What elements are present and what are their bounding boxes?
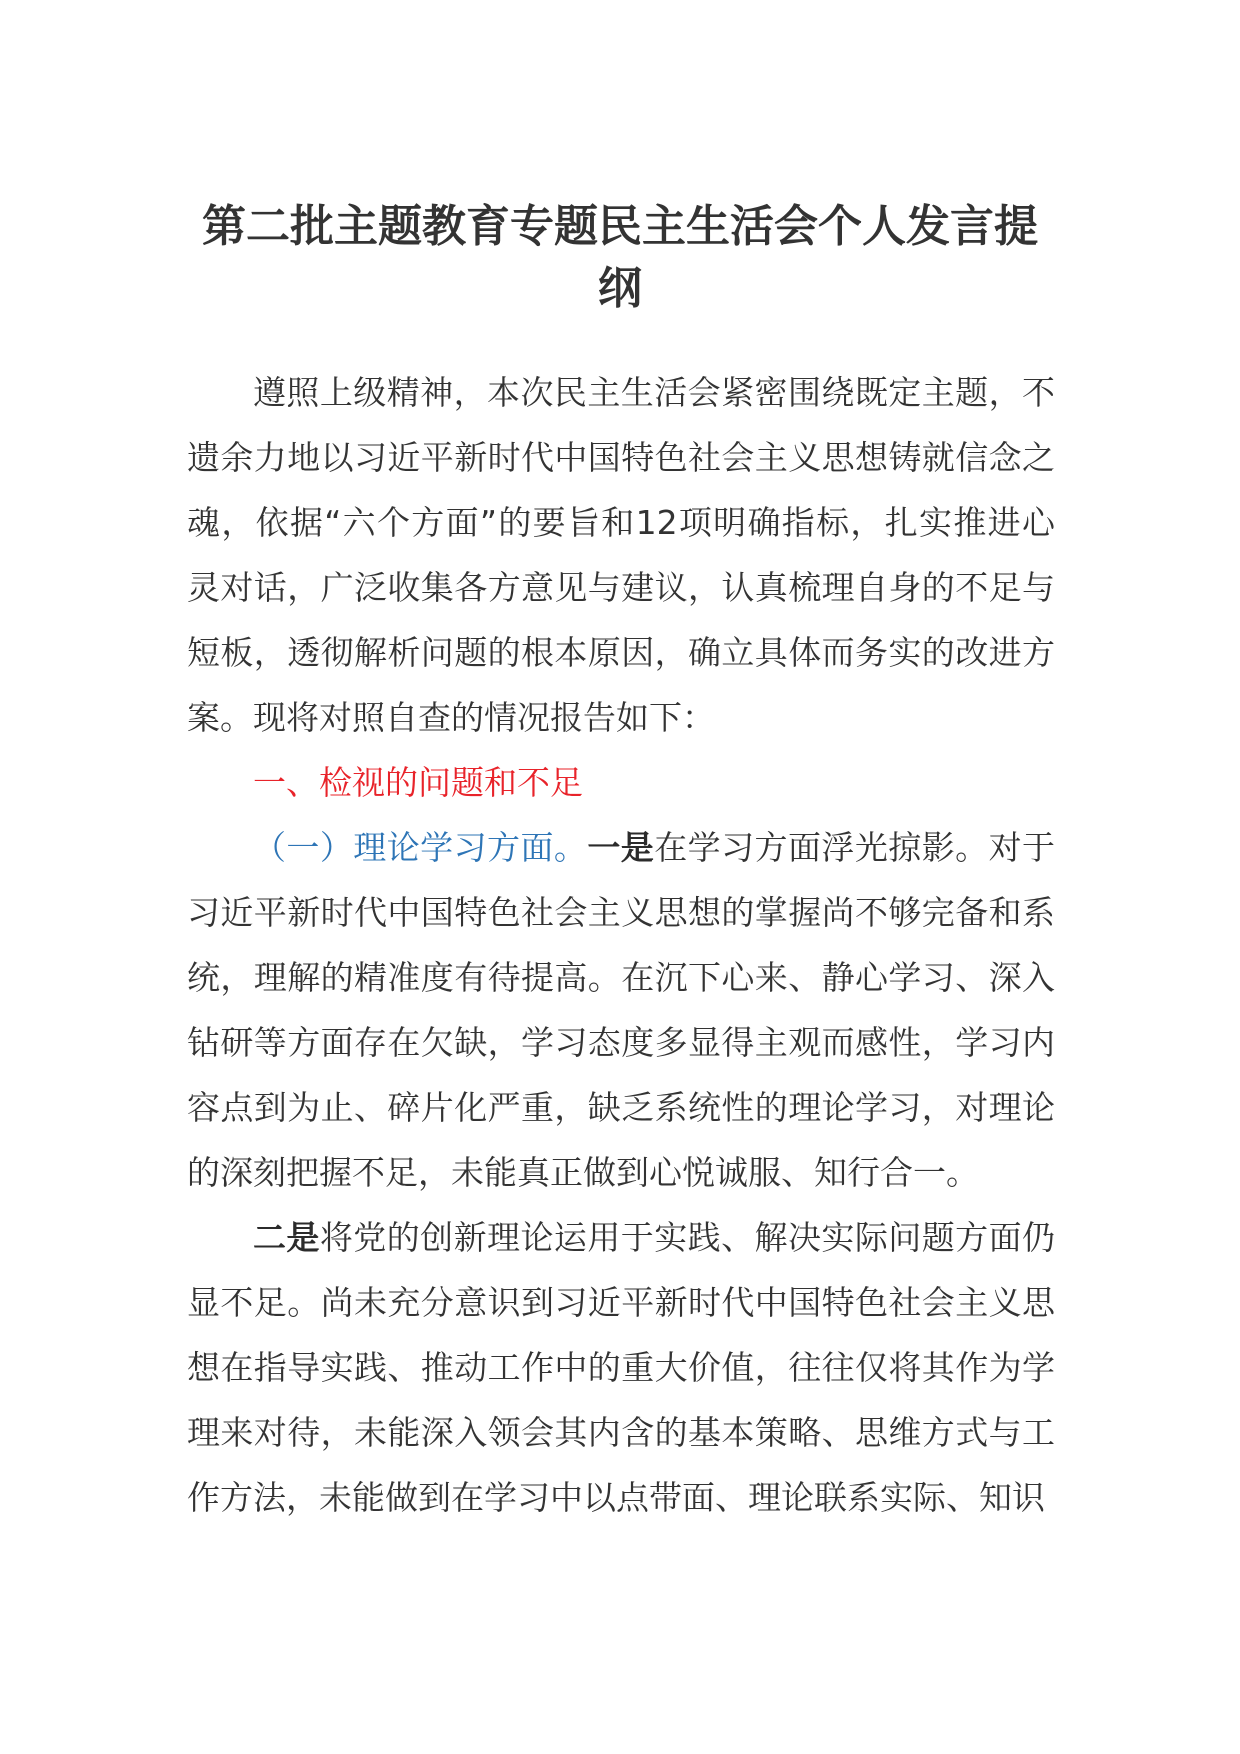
point-lead-first: 一是 [587,828,655,867]
point-text-first: 在学习方面浮光掠影。对于习近平新时代中国特色社会主义思想的掌握尚不够完备和系统，理解的精准度有待提高。在沉下心来、静心学习、深入钻研等方面存在欠缺，学习态度多显得主观而感性，学习内容点到为止、碎片化严重，缺乏系统性的理论学习，对理论的深刻把握不足，未能真正做到心悦诚服、知行合一。 [187,828,1056,1192]
theory-study-paragraph-2 [187,1205,1055,1530]
intro-paragraph: 遵照上级精神，本次民主生活会紧密围绕既定主题，不遗余力地以习近平新时代中国特色社会主义思想铸就信念之魂，依据“六个方面”的要旨和12项明确指标，扎实推进心灵对话，广泛收集各方意见与建议，认真梳理自身的不足与短板，透彻解析问题的根本原因，确立具体而务实的改进方案。现将对照自查的情况报告如下： [187,373,1055,737]
point-lead-second: 二是 [253,1218,320,1257]
document-body [187,360,1055,1530]
document-title: 第二批主题教育专题民主生活会个人发言提纲 [202,201,1038,314]
theory-study-paragraph-1 [187,815,1055,1205]
point-text-second: 将党的创新理论运用于实践、解决实际问题方面仍显不足。尚未充分意识到习近平新时代中国特色社会主义思想在指导实践、推动工作中的重大价值，往往仅将其作为学理来对待，未能深入领会其内含的基本策略、思维方式与工作方法，未能做到在学习中以点带面、理论联系实际、知识 [187,1218,1056,1517]
subsection-label-theory-study: （一）理论学习方面。 [253,828,588,867]
section-heading-problems: 一、检视的问题和不足 [253,763,583,802]
